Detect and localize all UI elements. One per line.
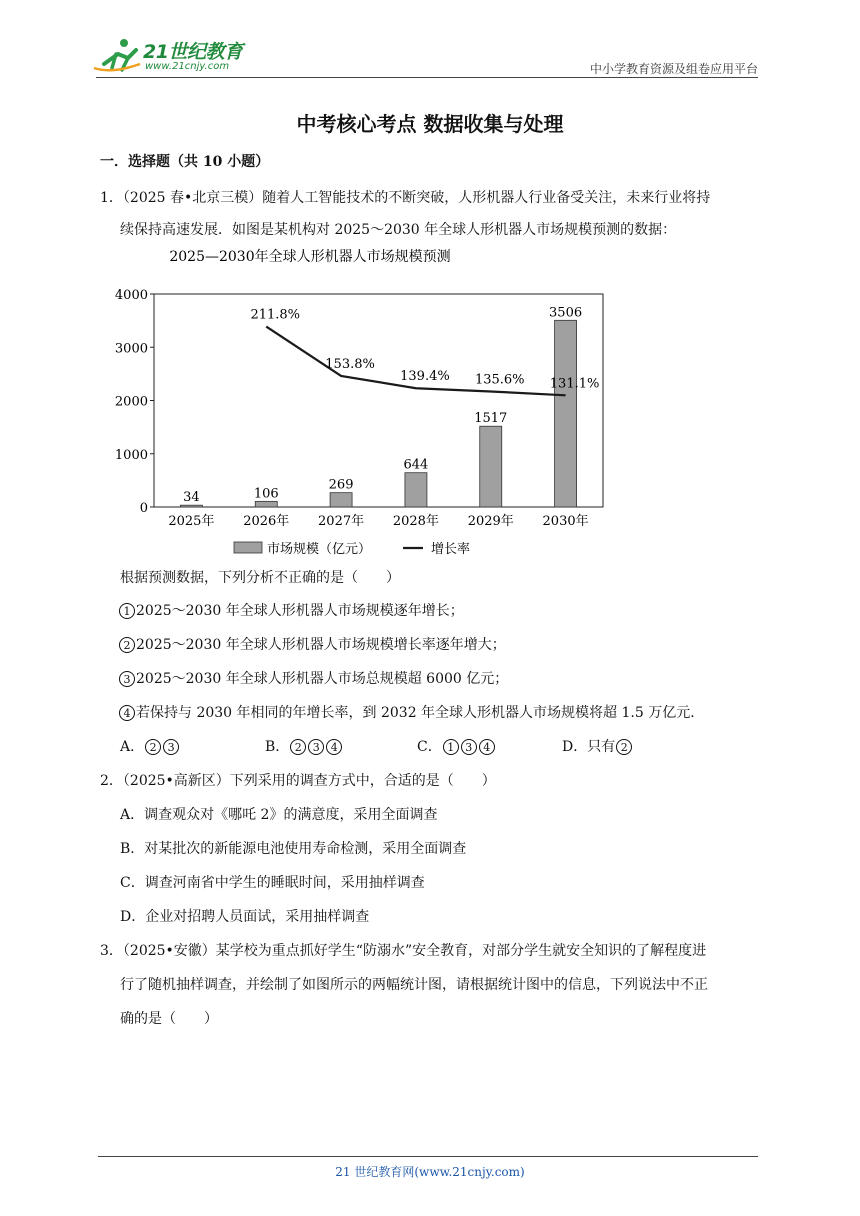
x-tick-label: 2025年	[168, 514, 215, 529]
y-tick-label: 3000	[114, 341, 148, 357]
circled-number: 2	[616, 739, 632, 755]
statement-text: 2025～2030 年全球人形机器人市场规模增长率逐年增大；	[136, 637, 506, 653]
q2-stem: 2．（2025•高新区）下列采用的调查方式中，合适的是（ ）	[100, 773, 496, 789]
bar	[330, 493, 352, 507]
y-tick-label: 0	[139, 501, 148, 516]
y-tick-label: 1000	[114, 447, 148, 463]
q2-option-d[interactable]: D．企业对招聘人员面试，采用抽样调查	[120, 909, 370, 925]
q1-stem-line2: 续保持高速发展．如图是某机构对 2025～2030 年全球人形机器人市场规模预测的数据：	[120, 222, 677, 238]
statement-text: 2025～2030 年全球人形机器人市场总规模超 6000 亿元；	[136, 671, 509, 687]
statement-text: 若保持与 2030 年相同的年增长率，到 2032 年全球人形机器人市场规模将超 1.5 万亿元．	[136, 705, 705, 721]
footer-site: 21 世纪教育网(www.21cnjy.com)	[335, 1165, 525, 1179]
circled-number: 3	[163, 739, 179, 755]
q1-option-c[interactable]	[417, 737, 496, 757]
logo-url: www.21cnjy.com	[145, 61, 230, 72]
growth-rate-label: 135.6%	[474, 372, 525, 388]
circled-number: 3	[308, 739, 324, 755]
growth-rate-label: 139.4%	[400, 369, 450, 385]
legend-bar-swatch	[234, 542, 262, 553]
y-tick-label: 4000	[114, 288, 148, 303]
footer-divider	[98, 1156, 758, 1157]
bar	[480, 426, 502, 507]
q1-option-b[interactable]	[265, 737, 343, 757]
q1-prompt: 根据预测数据，下列分析不正确的是（ ）	[120, 570, 400, 586]
y-tick-label: 2000	[114, 394, 148, 410]
bar-value-label: 106	[253, 486, 279, 502]
option-label: A．	[120, 739, 145, 755]
circled-number: 4	[119, 705, 135, 721]
bar-value-label: 644	[403, 457, 429, 473]
q3-stem-line3: 确的是（ ）	[120, 1011, 218, 1027]
circled-number: 3	[461, 739, 477, 755]
q2-option-c[interactable]: C．调查河南省中学生的睡眠时间，采用抽样调查	[120, 875, 425, 891]
circled-number: 2	[290, 739, 306, 755]
legend-bar-label: 市场规模（亿元）	[267, 542, 372, 557]
bar-value-label: 269	[328, 477, 354, 493]
growth-rate-label: 131.1%	[549, 376, 600, 392]
circled-number: 4	[479, 739, 495, 755]
chart-title: 2025—2030年全球人形机器人市场规模预测	[169, 249, 451, 265]
bar	[555, 320, 577, 507]
statement-text: 2025～2030 年全球人形机器人市场规模逐年增长；	[136, 603, 464, 619]
logo-text: 21世纪教育	[143, 41, 243, 63]
circled-number: 2	[119, 637, 135, 653]
x-tick-label: 2027年	[318, 514, 365, 529]
bar	[405, 473, 427, 507]
page-title: 中考核心考点 数据收集与处理	[296, 112, 564, 136]
bar-value-label: 3506	[549, 305, 583, 321]
growth-rate-label: 211.8%	[250, 307, 301, 323]
bar	[180, 505, 202, 507]
x-tick-label: 2029年	[467, 514, 514, 529]
option-label: D．只有	[562, 739, 616, 755]
plot-area	[154, 294, 603, 507]
q1-statement-1	[118, 601, 464, 621]
platform-name: 中小学教育资源及组卷应用平台	[589, 62, 758, 76]
circled-number: 4	[326, 739, 342, 755]
circled-number: 1	[443, 739, 459, 755]
q1-option-a[interactable]	[120, 737, 180, 757]
bar-value-label: 1517	[474, 411, 508, 427]
q1-statement-2	[118, 635, 506, 655]
x-tick-label: 2026年	[243, 514, 290, 529]
q1-option-d[interactable]	[562, 737, 633, 757]
growth-rate-label: 153.8%	[325, 356, 375, 372]
q2-option-a[interactable]: A．调查观众对《哪吒 2》的满意度，采用全面调查	[120, 807, 438, 823]
circled-number: 3	[119, 671, 135, 687]
q3-stem-line1: 3．（2025•安徽）某学校为重点抓好学生“防溺水”安全教育，对部分学生就安全知识的了解程度进	[100, 943, 707, 959]
bar	[255, 501, 277, 507]
x-tick-label: 2030年	[542, 514, 589, 529]
x-tick-label: 2028年	[392, 514, 439, 529]
q3-stem-line2: 行了随机抽样调查，并绘制了如图所示的两幅统计图，请根据统计图中的信息，下列说法中不正	[120, 977, 708, 993]
market-chart	[110, 244, 610, 564]
q2-option-b[interactable]: B．对某批次的新能源电池使用寿命检测，采用全面调查	[120, 841, 467, 857]
option-label: B．	[265, 739, 290, 755]
legend-line-label: 增长率	[431, 542, 471, 557]
q1-statement-3	[118, 669, 508, 689]
bar-value-label: 34	[183, 490, 200, 506]
header-divider	[96, 77, 758, 78]
q1-statement-4	[118, 703, 704, 723]
section-heading: 一．选择题（共 10 小题）	[100, 154, 270, 170]
circled-number: 2	[145, 739, 161, 755]
option-label: C．	[417, 739, 442, 755]
q1-stem-line1: 1．（2025 春•北京三模）随着人工智能技术的不断突破，人形机器人行业备受关注，未来行业将持	[100, 190, 711, 206]
circled-number: 1	[119, 603, 135, 619]
